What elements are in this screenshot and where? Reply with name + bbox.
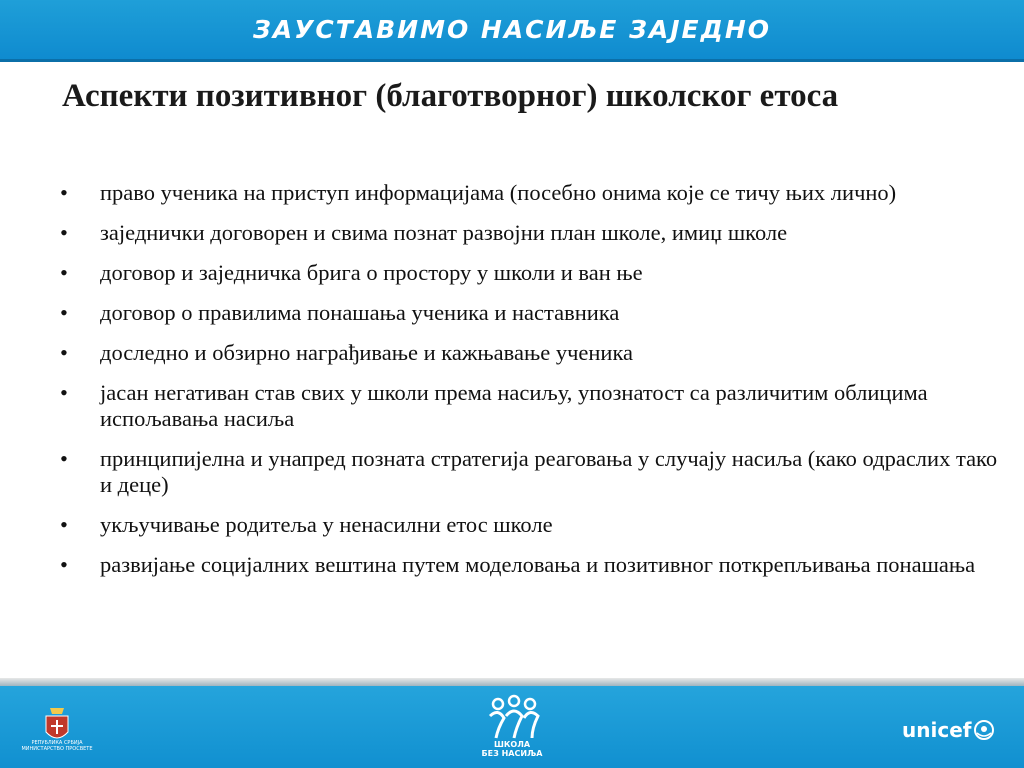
bullet-icon: • [60, 552, 68, 577]
list-item [60, 180, 1005, 206]
list-item [60, 260, 1005, 286]
banner-title: ЗАУСТАВИМО НАСИЉЕ ЗАЈЕДНО [252, 15, 772, 44]
bullet-text: укључивање родитеља у ненасилни етос школе [100, 512, 553, 537]
school-caption-line2: БЕЗ НАСИЉА [481, 749, 543, 758]
bullet-text: развијање социјалних вештина путем моделовања и позитивног поткрепљивања понашања [100, 552, 976, 577]
bullet-text: заједнички договорен и свима познат развојни план школе, имиџ школе [100, 220, 788, 245]
unicef-wordmark: unicef [902, 718, 972, 742]
bullet-icon: • [60, 180, 68, 205]
bullet-icon: • [60, 340, 68, 365]
list-item [60, 552, 1005, 578]
list-item [60, 446, 1005, 498]
list-item [60, 300, 1005, 326]
bullet-text: договор о правилима понашања ученика и наставника [100, 300, 620, 325]
gov-caption: РЕПУБЛИКА СРБИЈА МИНИСТАРСТВО ПРОСВЕТЕ [21, 740, 93, 752]
unicef-logo [902, 718, 995, 742]
banner-divider [0, 59, 1024, 62]
bullet-icon: • [60, 512, 68, 537]
bullet-text: право ученика на приступ информацијама (посебно онима које се тичу њих лично) [100, 180, 897, 205]
bullet-text: принципијелна и унапред позната стратегија реаговања у случају насиља (како одраслих тако и деце) [100, 446, 998, 497]
list-item [60, 380, 1005, 432]
school-caption-line1: ШКОЛА [493, 740, 531, 749]
bullet-text: јасан негативан став свих у школи према насиљу, упознатост са различитим облицима испољавања насиља [100, 380, 928, 431]
bullet-list [60, 180, 1005, 592]
footer-divider [0, 678, 1024, 686]
list-item [60, 512, 1005, 538]
list-item [60, 220, 1005, 246]
bullet-text: договор и заједничка брига о простору у школи и ван ње [100, 260, 643, 285]
list-item [60, 340, 1005, 366]
bullet-icon: • [60, 300, 68, 325]
slide-title: Аспекти позитивног (благотворног) школског етоса [62, 78, 839, 114]
bullet-icon: • [60, 220, 68, 245]
unicef-globe-icon [973, 719, 995, 741]
bullet-icon: • [60, 260, 68, 285]
school-without-violence-logo-icon [484, 694, 544, 744]
school-caption [462, 740, 562, 758]
bullet-icon: • [60, 380, 68, 405]
bullet-text: доследно и обзирно награђивање и кажњавање ученика [100, 340, 634, 365]
bullet-icon: • [60, 446, 68, 471]
